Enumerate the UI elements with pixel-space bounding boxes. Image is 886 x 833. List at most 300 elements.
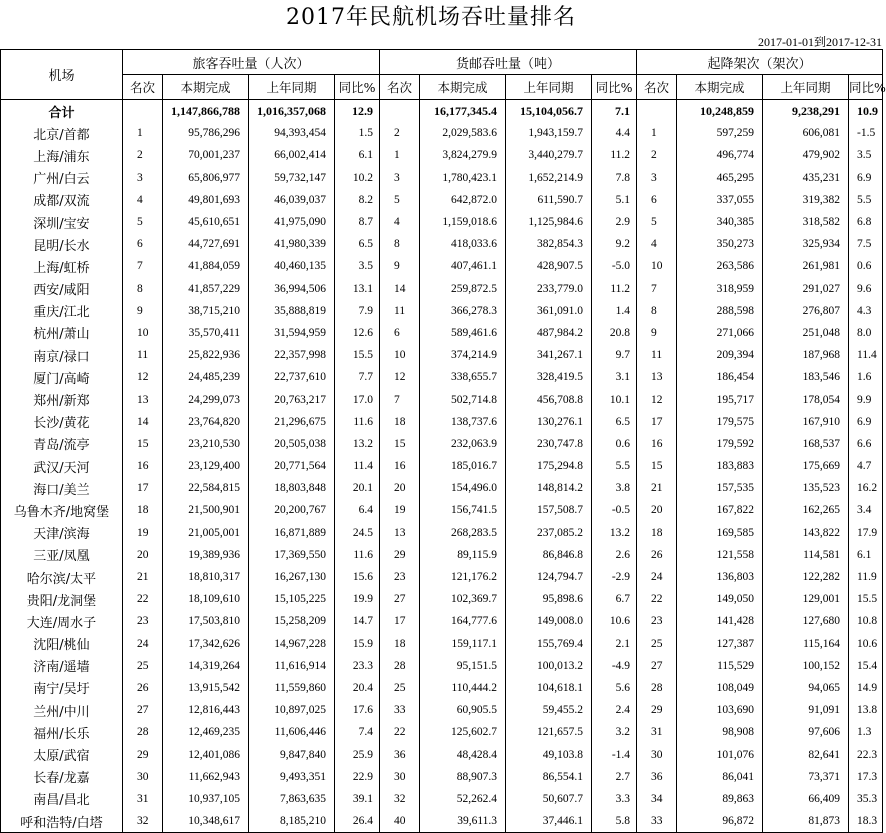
- airport-name: 杭州/萧山: [1, 322, 123, 344]
- header-airport: 机场: [1, 50, 123, 100]
- airport-name: 郑州/新郑: [1, 388, 123, 410]
- passenger-yoy: 3.5: [335, 255, 380, 277]
- cargo-last-year: 148,814.2: [506, 477, 592, 499]
- airport-name: 广州/白云: [1, 167, 123, 189]
- flights-yoy: 35.3: [849, 788, 883, 810]
- cargo-yoy: 13.2: [592, 522, 637, 544]
- table-row: [1, 388, 883, 410]
- cargo-current: 589,461.6: [420, 322, 506, 344]
- table-row: [1, 455, 883, 477]
- cargo-yoy: -4.9: [592, 655, 637, 677]
- cargo-last-year: 230,747.8: [506, 433, 592, 455]
- flights-rank: 11: [637, 344, 677, 366]
- header-cargo-yoy: 同比%: [592, 75, 637, 100]
- cargo-last-year: 104,618.1: [506, 677, 592, 699]
- flights-yoy: 6.9: [849, 411, 883, 433]
- cargo-current: 48,428.4: [420, 743, 506, 765]
- passenger-yoy: 12.6: [335, 322, 380, 344]
- flights-yoy: 9.9: [849, 388, 883, 410]
- passenger-rank: 20: [123, 544, 163, 566]
- cargo-rank: 28: [380, 655, 420, 677]
- cargo-yoy: 6.5: [592, 411, 637, 433]
- cargo-current: 164,777.6: [420, 610, 506, 632]
- cargo-rank: 22: [380, 721, 420, 743]
- passenger-last-year: 59,732,147: [249, 167, 335, 189]
- flights-rank: 36: [637, 766, 677, 788]
- passenger-last-year: 17,369,550: [249, 544, 335, 566]
- flights-yoy: -1.5: [849, 122, 883, 144]
- passenger-rank: 14: [123, 411, 163, 433]
- airport-name: 三亚/凤凰: [1, 544, 123, 566]
- passenger-current: 18,109,610: [163, 588, 249, 610]
- passenger-last-year: 11,616,914: [249, 655, 335, 677]
- flights-last-year: 325,934: [763, 233, 849, 255]
- passenger-current: 21,005,001: [163, 522, 249, 544]
- table-row: [1, 233, 883, 255]
- airport-name: 深圳/宝安: [1, 211, 123, 233]
- cargo-last-year: 175,294.8: [506, 455, 592, 477]
- cargo-last-year: 428,907.5: [506, 255, 592, 277]
- header-passenger-group: 旅客吞吐量（人次）: [123, 50, 380, 75]
- cargo-yoy: 5.6: [592, 677, 637, 699]
- flights-rank: 28: [637, 677, 677, 699]
- cargo-rank: 13: [380, 522, 420, 544]
- cargo-last-year: 456,708.8: [506, 388, 592, 410]
- total-passenger-last-year: 1,016,357,068: [249, 100, 335, 123]
- cargo-current: 502,714.8: [420, 388, 506, 410]
- total-flights-last-year: 9,238,291: [763, 100, 849, 123]
- flights-last-year: 167,910: [763, 411, 849, 433]
- cargo-last-year: 59,455.2: [506, 699, 592, 721]
- flights-rank: 30: [637, 743, 677, 765]
- flights-current: 350,273: [677, 233, 763, 255]
- flights-yoy: 17.3: [849, 766, 883, 788]
- passenger-last-year: 36,994,506: [249, 278, 335, 300]
- passenger-rank: 28: [123, 721, 163, 743]
- cell: [123, 100, 163, 123]
- header-cargo-last-year: 上年同期: [506, 75, 592, 100]
- flights-yoy: 3.4: [849, 499, 883, 521]
- passenger-rank: 3: [123, 167, 163, 189]
- flights-current: 98,908: [677, 721, 763, 743]
- flights-last-year: 435,231: [763, 167, 849, 189]
- table-row: [1, 677, 883, 699]
- passenger-current: 44,727,691: [163, 233, 249, 255]
- cargo-current: 154,496.0: [420, 477, 506, 499]
- passenger-current: 49,801,693: [163, 189, 249, 211]
- passenger-last-year: 15,258,209: [249, 610, 335, 632]
- cargo-current: 268,283.5: [420, 522, 506, 544]
- flights-yoy: 15.4: [849, 655, 883, 677]
- passenger-last-year: 9,847,840: [249, 743, 335, 765]
- cargo-rank: 32: [380, 788, 420, 810]
- total-cargo-current: 16,177,345.4: [420, 100, 506, 123]
- cargo-yoy: 5.5: [592, 455, 637, 477]
- flights-rank: 6: [637, 189, 677, 211]
- passenger-rank: 15: [123, 433, 163, 455]
- passenger-current: 19,389,936: [163, 544, 249, 566]
- flights-current: 263,586: [677, 255, 763, 277]
- passenger-yoy: 6.4: [335, 499, 380, 521]
- passenger-current: 12,816,443: [163, 699, 249, 721]
- airport-name: 贵阳/龙洞堡: [1, 588, 123, 610]
- cargo-last-year: 487,984.2: [506, 322, 592, 344]
- passenger-last-year: 16,871,889: [249, 522, 335, 544]
- passenger-rank: 29: [123, 743, 163, 765]
- passenger-last-year: 46,039,037: [249, 189, 335, 211]
- passenger-rank: 27: [123, 699, 163, 721]
- airport-name: 重庆/江北: [1, 300, 123, 322]
- passenger-current: 23,210,530: [163, 433, 249, 455]
- flights-rank: 3: [637, 167, 677, 189]
- passenger-rank: 24: [123, 633, 163, 655]
- passenger-current: 10,937,105: [163, 788, 249, 810]
- passenger-current: 13,915,542: [163, 677, 249, 699]
- passenger-yoy: 7.9: [335, 300, 380, 322]
- passenger-yoy: 7.7: [335, 366, 380, 388]
- flights-last-year: 606,081: [763, 122, 849, 144]
- passenger-yoy: 20.4: [335, 677, 380, 699]
- table-row: [1, 655, 883, 677]
- flights-yoy: 1.3: [849, 721, 883, 743]
- passenger-last-year: 35,888,819: [249, 300, 335, 322]
- cargo-last-year: 95,898.6: [506, 588, 592, 610]
- airport-name: 海口/美兰: [1, 477, 123, 499]
- cargo-current: 642,872.0: [420, 189, 506, 211]
- passenger-current: 41,857,229: [163, 278, 249, 300]
- cargo-current: 52,262.4: [420, 788, 506, 810]
- header-passenger-last-year: 上年同期: [249, 75, 335, 100]
- cargo-rank: 15: [380, 433, 420, 455]
- cargo-yoy: 6.7: [592, 588, 637, 610]
- cargo-yoy: 3.3: [592, 788, 637, 810]
- flights-current: 86,041: [677, 766, 763, 788]
- flights-current: 149,050: [677, 588, 763, 610]
- passenger-rank: 32: [123, 810, 163, 833]
- cargo-rank: 18: [380, 633, 420, 655]
- airport-name: 成都/双流: [1, 189, 123, 211]
- airport-name: 乌鲁木齐/地窝堡: [1, 499, 123, 521]
- passenger-rank: 9: [123, 300, 163, 322]
- passenger-yoy: 7.4: [335, 721, 380, 743]
- flights-current: 115,529: [677, 655, 763, 677]
- cargo-current: 1,780,423.1: [420, 167, 506, 189]
- airport-name: 武汉/天河: [1, 455, 123, 477]
- flights-yoy: 14.9: [849, 677, 883, 699]
- cargo-current: 110,444.2: [420, 677, 506, 699]
- header-cargo-current: 本期完成: [420, 75, 506, 100]
- passenger-rank: 5: [123, 211, 163, 233]
- flights-rank: 27: [637, 655, 677, 677]
- flights-yoy: 8.0: [849, 322, 883, 344]
- flights-yoy: 7.5: [849, 233, 883, 255]
- table-row: [1, 477, 883, 499]
- cargo-last-year: 100,013.2: [506, 655, 592, 677]
- passenger-yoy: 11.6: [335, 411, 380, 433]
- passenger-last-year: 7,863,635: [249, 788, 335, 810]
- flights-current: 179,575: [677, 411, 763, 433]
- airport-name: 南京/禄口: [1, 344, 123, 366]
- passenger-yoy: 23.3: [335, 655, 380, 677]
- airport-name: 福州/长乐: [1, 721, 123, 743]
- cargo-yoy: 5.8: [592, 810, 637, 833]
- cargo-yoy: 10.1: [592, 388, 637, 410]
- passenger-yoy: 13.2: [335, 433, 380, 455]
- passenger-last-year: 8,185,210: [249, 810, 335, 833]
- flights-rank: 25: [637, 633, 677, 655]
- cargo-current: 1,159,018.6: [420, 211, 506, 233]
- header-flights-group: 起降架次（架次）: [637, 50, 883, 75]
- airport-name: 南宁/吴圩: [1, 677, 123, 699]
- table-row: [1, 278, 883, 300]
- header-flights-last-year: 上年同期: [763, 75, 849, 100]
- table-row: [1, 522, 883, 544]
- cargo-rank: 12: [380, 366, 420, 388]
- airport-name: 天津/滨海: [1, 522, 123, 544]
- flights-rank: 23: [637, 610, 677, 632]
- table-row: [1, 743, 883, 765]
- cargo-current: 39,611.3: [420, 810, 506, 833]
- passenger-rank: 17: [123, 477, 163, 499]
- flights-rank: 1: [637, 122, 677, 144]
- cargo-rank: 14: [380, 278, 420, 300]
- cargo-yoy: 10.6: [592, 610, 637, 632]
- header-passenger-yoy: 同比%: [335, 75, 380, 100]
- cargo-rank: 2: [380, 122, 420, 144]
- cargo-current: 259,872.5: [420, 278, 506, 300]
- flights-current: 496,774: [677, 144, 763, 166]
- passenger-rank: 6: [123, 233, 163, 255]
- flights-last-year: 291,027: [763, 278, 849, 300]
- flights-rank: 21: [637, 477, 677, 499]
- total-cargo-last-year: 15,104,056.7: [506, 100, 592, 123]
- flights-rank: 4: [637, 233, 677, 255]
- passenger-last-year: 41,980,339: [249, 233, 335, 255]
- passenger-rank: 19: [123, 522, 163, 544]
- table-row: [1, 633, 883, 655]
- passenger-rank: 10: [123, 322, 163, 344]
- flights-rank: 22: [637, 588, 677, 610]
- cargo-rank: 11: [380, 300, 420, 322]
- cargo-yoy: 2.1: [592, 633, 637, 655]
- table-row: [1, 610, 883, 632]
- cargo-last-year: 49,103.8: [506, 743, 592, 765]
- passenger-rank: 26: [123, 677, 163, 699]
- cargo-last-year: 149,008.0: [506, 610, 592, 632]
- cargo-last-year: 50,607.7: [506, 788, 592, 810]
- airport-name: 青岛/流亭: [1, 433, 123, 455]
- cargo-current: 366,278.3: [420, 300, 506, 322]
- cargo-current: 60,905.5: [420, 699, 506, 721]
- cargo-current: 159,117.1: [420, 633, 506, 655]
- passenger-yoy: 6.1: [335, 144, 380, 166]
- table-row: [1, 499, 883, 521]
- cargo-last-year: 341,267.1: [506, 344, 592, 366]
- table-row: [1, 122, 883, 144]
- flights-last-year: 319,382: [763, 189, 849, 211]
- passenger-last-year: 11,606,446: [249, 721, 335, 743]
- passenger-current: 41,884,059: [163, 255, 249, 277]
- cargo-yoy: 2.6: [592, 544, 637, 566]
- cargo-yoy: 3.1: [592, 366, 637, 388]
- passenger-last-year: 16,267,130: [249, 566, 335, 588]
- flights-last-year: 115,164: [763, 633, 849, 655]
- passenger-last-year: 66,002,414: [249, 144, 335, 166]
- passenger-current: 17,342,626: [163, 633, 249, 655]
- flights-current: 121,558: [677, 544, 763, 566]
- flights-yoy: 4.7: [849, 455, 883, 477]
- cargo-current: 156,741.5: [420, 499, 506, 521]
- header-flights-current: 本期完成: [677, 75, 763, 100]
- header-passenger-rank: 名次: [123, 75, 163, 100]
- total-passenger-current: 1,147,866,788: [163, 100, 249, 123]
- passenger-rank: 11: [123, 344, 163, 366]
- table-row: [1, 721, 883, 743]
- passenger-current: 35,570,411: [163, 322, 249, 344]
- passenger-yoy: 15.5: [335, 344, 380, 366]
- cargo-yoy: 9.7: [592, 344, 637, 366]
- airport-name: 上海/浦东: [1, 144, 123, 166]
- table-row: [1, 300, 883, 322]
- flights-yoy: 4.3: [849, 300, 883, 322]
- cargo-yoy: 1.4: [592, 300, 637, 322]
- passenger-last-year: 20,505,038: [249, 433, 335, 455]
- cargo-current: 185,016.7: [420, 455, 506, 477]
- cargo-yoy: 3.2: [592, 721, 637, 743]
- flights-last-year: 73,371: [763, 766, 849, 788]
- cell: [380, 100, 420, 123]
- airport-name: 呼和浩特/白塔: [1, 810, 123, 833]
- flights-current: 337,055: [677, 189, 763, 211]
- table-row: [1, 566, 883, 588]
- table-row: [1, 189, 883, 211]
- passenger-last-year: 20,200,767: [249, 499, 335, 521]
- flights-last-year: 81,873: [763, 810, 849, 833]
- passenger-last-year: 40,460,135: [249, 255, 335, 277]
- passenger-yoy: 1.5: [335, 122, 380, 144]
- table-row: [1, 167, 883, 189]
- flights-rank: 5: [637, 211, 677, 233]
- passenger-rank: 12: [123, 366, 163, 388]
- airport-name: 西安/咸阳: [1, 278, 123, 300]
- total-row: [1, 100, 883, 123]
- passenger-current: 17,503,810: [163, 610, 249, 632]
- flights-current: 271,066: [677, 322, 763, 344]
- flights-yoy: 0.6: [849, 255, 883, 277]
- passenger-yoy: 19.9: [335, 588, 380, 610]
- airport-name: 沈阳/桃仙: [1, 633, 123, 655]
- cargo-yoy: 20.8: [592, 322, 637, 344]
- passenger-yoy: 25.9: [335, 743, 380, 765]
- cargo-last-year: 1,125,984.6: [506, 211, 592, 233]
- passenger-current: 18,810,317: [163, 566, 249, 588]
- passenger-current: 70,001,237: [163, 144, 249, 166]
- passenger-rank: 2: [123, 144, 163, 166]
- flights-last-year: 175,669: [763, 455, 849, 477]
- passenger-last-year: 11,559,860: [249, 677, 335, 699]
- cargo-last-year: 1,652,214.9: [506, 167, 592, 189]
- flights-rank: 18: [637, 522, 677, 544]
- cargo-rank: 40: [380, 810, 420, 833]
- table-row: [1, 366, 883, 388]
- cargo-rank: 3: [380, 167, 420, 189]
- flights-rank: 34: [637, 788, 677, 810]
- flights-yoy: 6.8: [849, 211, 883, 233]
- flights-last-year: 97,606: [763, 721, 849, 743]
- cargo-yoy: 11.2: [592, 278, 637, 300]
- flights-rank: 16: [637, 433, 677, 455]
- cargo-current: 138,737.6: [420, 411, 506, 433]
- cargo-last-year: 124,794.7: [506, 566, 592, 588]
- report-title: 2017年民航机场吞吐量排名: [286, 5, 576, 30]
- cargo-rank: 16: [380, 455, 420, 477]
- passenger-yoy: 6.5: [335, 233, 380, 255]
- passenger-current: 24,485,239: [163, 366, 249, 388]
- passenger-current: 11,662,943: [163, 766, 249, 788]
- passenger-yoy: 15.6: [335, 566, 380, 588]
- flights-yoy: 17.9: [849, 522, 883, 544]
- cargo-last-year: 3,440,279.7: [506, 144, 592, 166]
- cargo-current: 3,824,279.9: [420, 144, 506, 166]
- flights-rank: 33: [637, 810, 677, 833]
- passenger-current: 12,469,235: [163, 721, 249, 743]
- cargo-rank: 17: [380, 610, 420, 632]
- header-cargo-group: 货邮吞吐量（吨）: [380, 50, 637, 75]
- date-range: 2017-01-01到2017-12-31: [758, 35, 882, 49]
- passenger-current: 38,715,210: [163, 300, 249, 322]
- passenger-last-year: 22,737,610: [249, 366, 335, 388]
- flights-last-year: 66,409: [763, 788, 849, 810]
- passenger-yoy: 10.2: [335, 167, 380, 189]
- cargo-yoy: 2.4: [592, 699, 637, 721]
- passenger-last-year: 22,357,998: [249, 344, 335, 366]
- cargo-last-year: 1,943,159.7: [506, 122, 592, 144]
- cargo-rank: 33: [380, 699, 420, 721]
- flights-last-year: 122,282: [763, 566, 849, 588]
- table-row: [1, 255, 883, 277]
- flights-rank: 10: [637, 255, 677, 277]
- table-row: [1, 211, 883, 233]
- flights-last-year: 129,001: [763, 588, 849, 610]
- flights-rank: 12: [637, 388, 677, 410]
- passenger-last-year: 18,803,848: [249, 477, 335, 499]
- passenger-current: 21,500,901: [163, 499, 249, 521]
- airport-name: 哈尔滨/太平: [1, 566, 123, 588]
- flights-yoy: 15.5: [849, 588, 883, 610]
- flights-current: 169,585: [677, 522, 763, 544]
- flights-yoy: 16.2: [849, 477, 883, 499]
- flights-last-year: 187,968: [763, 344, 849, 366]
- table-row: [1, 810, 883, 833]
- flights-yoy: 6.9: [849, 167, 883, 189]
- passenger-current: 95,786,296: [163, 122, 249, 144]
- airport-name: 昆明/长水: [1, 233, 123, 255]
- flights-last-year: 318,582: [763, 211, 849, 233]
- passenger-yoy: 20.1: [335, 477, 380, 499]
- cargo-last-year: 361,091.0: [506, 300, 592, 322]
- cargo-last-year: 382,854.3: [506, 233, 592, 255]
- passenger-current: 12,401,086: [163, 743, 249, 765]
- cargo-yoy: 11.2: [592, 144, 637, 166]
- total-flights-yoy: 10.9: [849, 100, 883, 123]
- flights-rank: 20: [637, 499, 677, 521]
- cargo-last-year: 37,446.1: [506, 810, 592, 833]
- cargo-current: 338,655.7: [420, 366, 506, 388]
- passenger-yoy: 26.4: [335, 810, 380, 833]
- cargo-current: 407,461.1: [420, 255, 506, 277]
- passenger-rank: 4: [123, 189, 163, 211]
- airport-name: 太原/武宿: [1, 743, 123, 765]
